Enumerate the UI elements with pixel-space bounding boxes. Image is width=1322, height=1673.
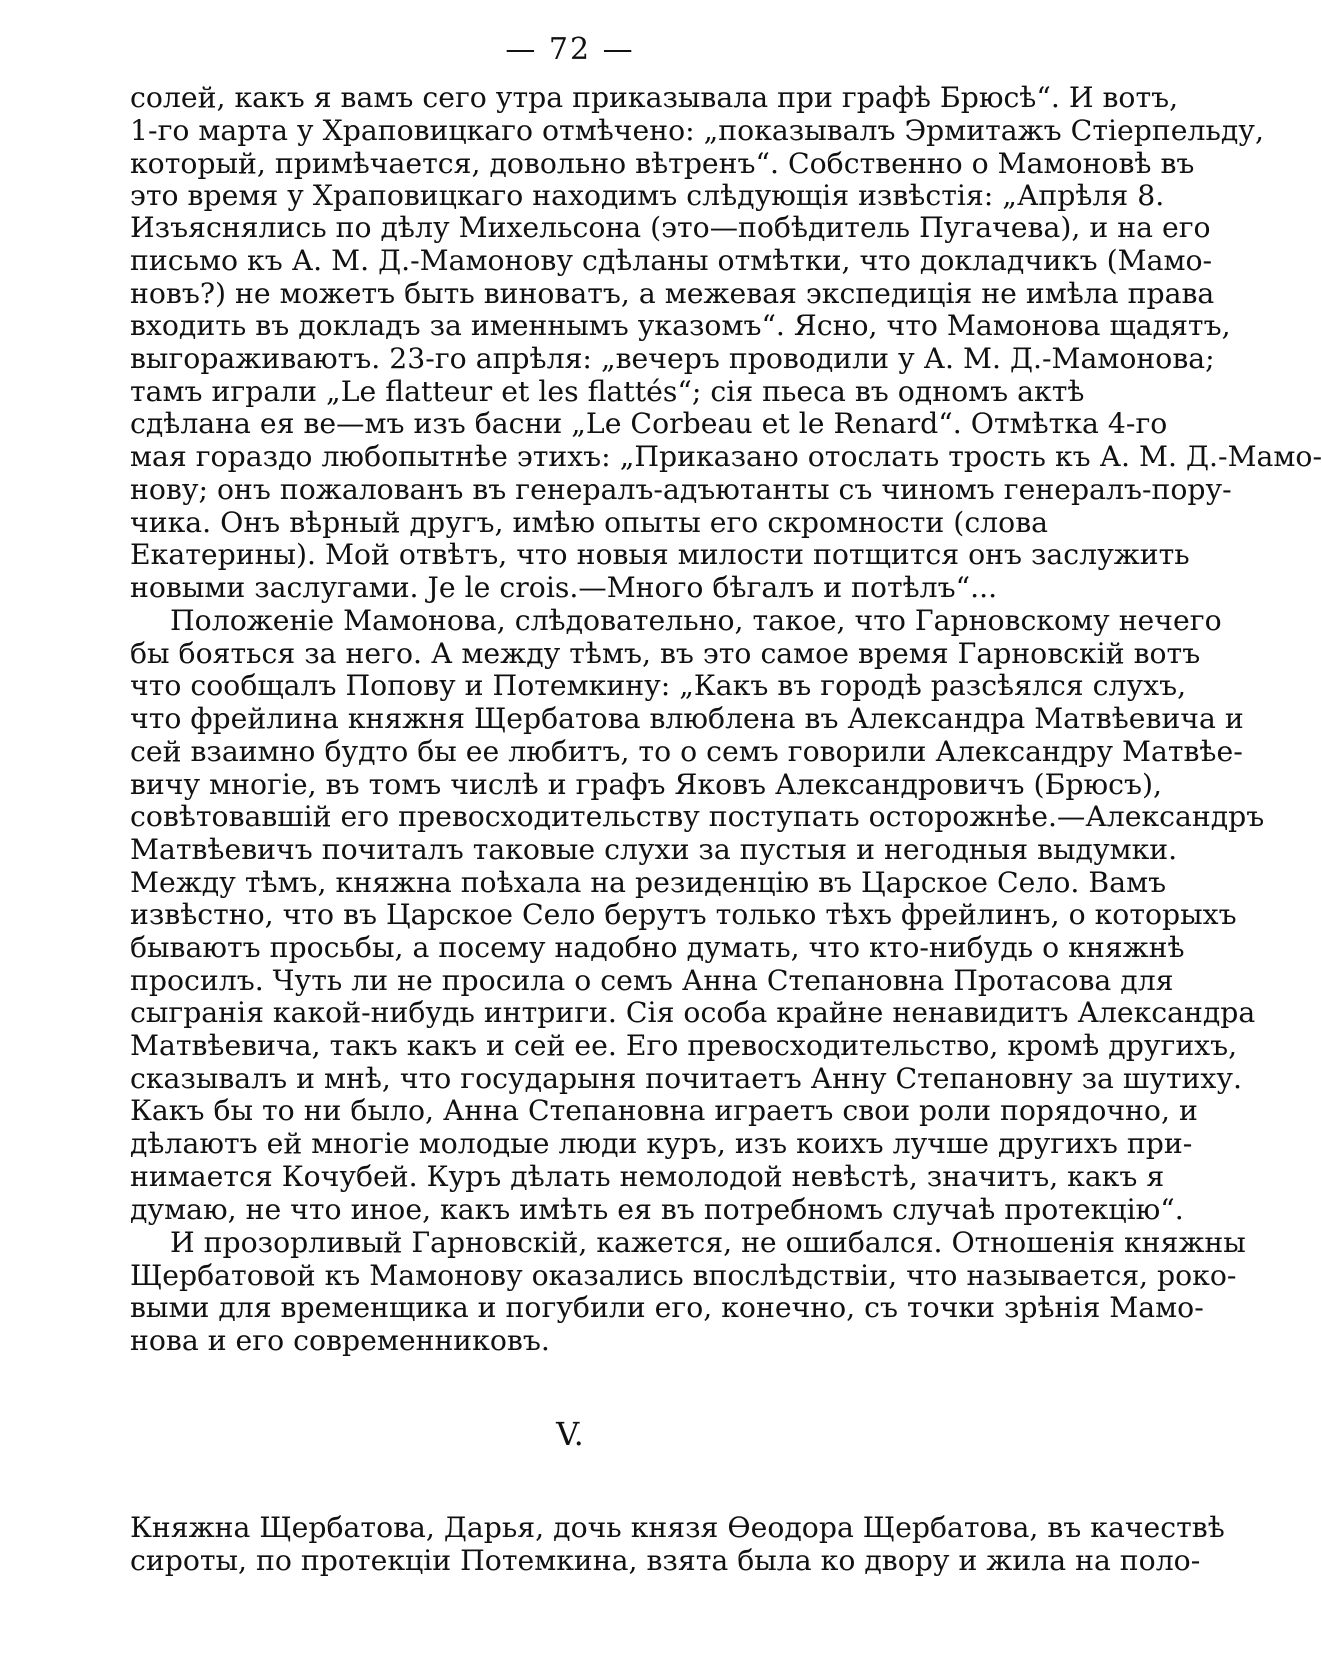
text-line: думаю, не что иное, какъ имѣть ея въ потребномъ случаѣ протекцію“. (130, 1193, 1184, 1226)
text-line: выгораживаютъ. 23-го апрѣля: „вечеръ проводили у А. М. Д.-Мамонова; (130, 342, 1215, 375)
text-line: чика. Онъ вѣрный другъ, имѣю опыты его скромности (слова (130, 506, 1048, 539)
text-line: совѣтовавшій его превосходительству поступать осторожнѣе.—Александръ (130, 800, 1265, 833)
text-line: новыми заслугами. Je le crois.—Много бѣгалъ и потѣлъ“... (130, 571, 998, 604)
text-line: выми для временщика и погубили его, конечно, съ точки зрѣнія Мамо- (130, 1291, 1204, 1324)
text-line: сыгранія какой-нибудь интриги. Сія особа крайне ненавидитъ Александра (130, 996, 1256, 1029)
text-line: который, примѣчается, довольно вѣтренъ“. Собственно о Мамоновѣ въ (130, 147, 1195, 180)
text-line: солей, какъ я вамъ сего утра приказывала при графѣ Брюсѣ“. И вотъ, (130, 81, 1179, 114)
text-line: Изъяснялись по дѣлу Михельсона (это—побѣдитель Пугачева), и на его (130, 211, 1211, 244)
text-line: 1-го марта у Храповицкаго отмѣчено: „показывалъ Эрмитажъ Стіерпельду, (130, 114, 1264, 147)
text-line: мая гораздо любопытнѣе этихъ: „Приказано отослать трость къ А. М. Д.-Мамо- (130, 440, 1322, 473)
text-line: Матвѣевичъ почиталъ таковые слухи за пустыя и негодныя выдумки. (130, 833, 1178, 866)
text-line: сдѣлана ея ве—мъ изъ басни „Le Corbeau et le Renard“. Отмѣтка 4-го (130, 407, 1168, 440)
text-line: это время у Храповицкаго находимъ слѣдующія извѣстія: „Апрѣля 8. (130, 179, 1165, 212)
text-line: тамъ играли „Le flatteur et les flattés“; сія пьеса въ одномъ актѣ (130, 375, 1085, 408)
text-line: вичу многіе, въ томъ числѣ и графъ Яковъ Александровичъ (Брюсъ), (130, 768, 1163, 801)
text-line: новъ?) не можетъ быть виноватъ, а межевая экспедиція не имѣла права (130, 277, 1215, 310)
text-line: бываютъ просьбы, а посему надобно думать, что кто-нибудь о княжнѣ (130, 931, 1185, 964)
text-line: Княжна Щербатова, Дарья, дочь князя Ѳеодора Щербатова, въ качествѣ (130, 1511, 1225, 1544)
text-line: сироты, по протекціи Потемкина, взята была ко двору и жила на поло- (130, 1544, 1201, 1577)
text-line: Положеніе Мамонова, слѣдовательно, такое, что Гарновскому нечего (170, 604, 1222, 637)
page-number: — 72 — (505, 32, 635, 67)
text-line: дѣлаютъ ей многіе молодые люди куръ, изъ коихъ лучше другихъ при- (130, 1127, 1193, 1160)
text-line: Екатерины). Мой отвѣтъ, что новыя милости потщится онъ заслужить (130, 538, 1190, 571)
text-line: что сообщалъ Попову и Потемкину: „Какъ въ городѣ разсѣялся слухъ, (130, 669, 1187, 702)
text-line: Щербатовой къ Мамонову оказались впослѣдствіи, что называется, роко- (130, 1259, 1237, 1292)
section-heading: V. (556, 1415, 584, 1453)
text-line: просилъ. Чуть ли не просила о семъ Анна Степановна Протасова для (130, 964, 1174, 997)
text-line: нову; онъ пожалованъ въ генералъ-адъютанты съ чиномъ генералъ-пору- (130, 473, 1232, 506)
text-line: бы бояться за него. А между тѣмъ, въ это самое время Гарновскій вотъ (130, 637, 1201, 670)
text-line: извѣстно, что въ Царское Село берутъ только тѣхъ фрейлинъ, о которыхъ (130, 898, 1237, 931)
text-line: нова и его современниковъ. (130, 1324, 550, 1357)
text-line: И прозорливый Гарновскій, кажется, не ошибался. Отношенія княжны (170, 1226, 1246, 1259)
text-line: входить въ докладъ за именнымъ указомъ“. Ясно, что Мамонова щадятъ, (130, 309, 1231, 342)
text-line: нимается Кочубей. Куръ дѣлать немолодой невѣстѣ, значитъ, какъ я (130, 1160, 1165, 1193)
text-line: Между тѣмъ, княжна поѣхала на резиденцію въ Царское Село. Вамъ (130, 866, 1167, 899)
text-line: Какъ бы то ни было, Анна Степановна играетъ свои роли порядочно, и (130, 1094, 1198, 1127)
text-line: сказывалъ и мнѣ, что государыня почитаетъ Анну Степановну за шутиху. (130, 1062, 1242, 1095)
text-line: Матвѣевича, такъ какъ и сей ее. Его превосходительство, кромѣ другихъ, (130, 1029, 1238, 1062)
text-line: сей взаимно будто бы ее любитъ, то о семъ говорили Александру Матвѣе- (130, 735, 1243, 768)
text-line: что фрейлина княжня Щербатова влюблена въ Александра Матвѣевича и (130, 702, 1244, 735)
text-line: письмо къ А. М. Д.-Мамонову сдѣланы отмѣтки, что докладчикъ (Мамо- (130, 244, 1213, 277)
